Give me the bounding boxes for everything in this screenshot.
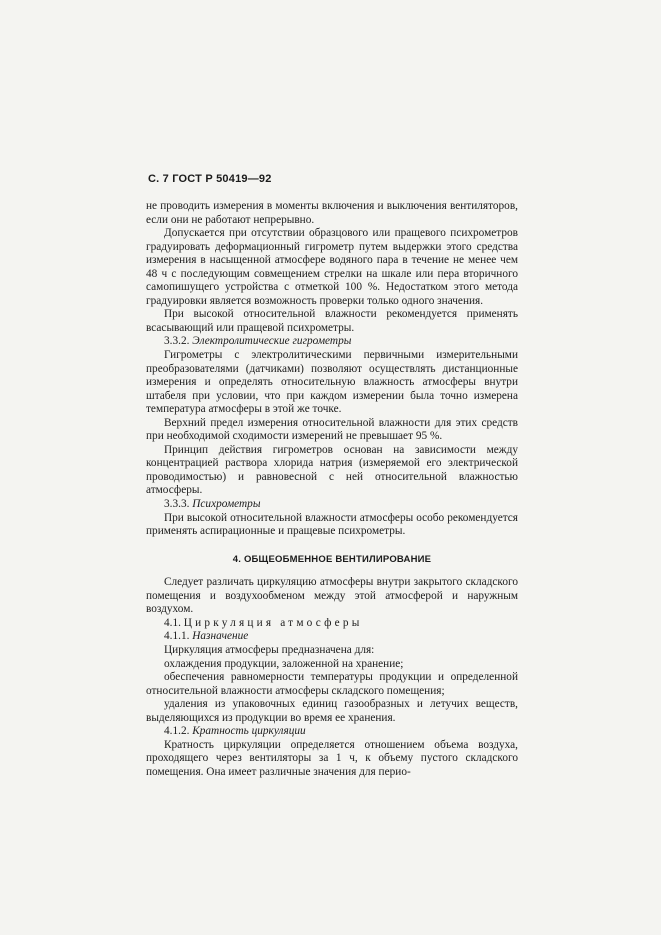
subsection-title: Циркуляция атмосферы: [183, 616, 363, 629]
subsection-heading-4-1: [146, 617, 518, 631]
subsection-heading-3-3-2: [146, 335, 518, 349]
subsection-heading-3-3-3: [146, 498, 518, 512]
paragraph: Верхний предел измерения относительной влажности для этих средств при необходимой сходимости измерений не превышает 95 %.: [146, 416, 518, 443]
paragraph: Кратность циркуляции определяется отношением объема воздуха, проходящего через вентиляторы за 1 ч, к объему пустого складского помещения. Она имеет различные значения для перио-: [146, 738, 518, 778]
page-header: С. 7 ГОСТ Р 50419—92: [148, 173, 272, 185]
subsection-title: Электролитические гигрометры: [192, 335, 352, 348]
subsection-number: 3.3.2.: [164, 335, 190, 348]
paragraph: охлаждения продукции, заложенной на хранение;: [164, 657, 404, 670]
subsection-number: 4.1.2.: [164, 725, 190, 738]
paragraph: При высокой относительной влажности рекомендуется применять всасывающий или пращевой психрометры.: [146, 308, 518, 334]
paragraph: Циркуляция атмосферы предназначена для:: [164, 643, 375, 656]
page-body: [146, 200, 518, 779]
paragraph: удаления из упаковочных единиц газообразных и летучих веществ, выделяющихся из продукции во время ее хранения.: [146, 698, 518, 724]
subsection-number: 4.1.: [164, 616, 181, 629]
subsection-heading-4-1-1: [146, 630, 518, 644]
paragraph: При высокой относительной влажности атмосферы особо рекомендуется применять аспирационные и пращевые психрометры.: [146, 511, 518, 538]
paragraph: Принцип действия гигрометров основан на зависимости между концентрацией раствора хлорида натрия (измеряемой его электрической проводимостью) и равновесной с ней относительной влажностью атмосферы.: [146, 443, 518, 497]
section-title: 4. ОБЩЕОБМЕННОЕ ВЕНТИЛИРОВАНИЕ: [232, 553, 432, 565]
subsection-title: Психрометры: [192, 498, 261, 511]
subsection-number: 4.1.1.: [164, 630, 190, 643]
paragraph: не проводить измерения в моменты включения и выключения вентиляторов, если они не работают непрерывно.: [146, 200, 518, 226]
subsection-number: 3.3.3.: [164, 498, 190, 511]
paragraph: Гигрометры с электролитическими первичными измерительными преобразователями (датчиками) позволяют осуществлять дистанционные измерения и определять относительную влажность атмосферы внутри штабеля при условии, что при каждом измерении была точно измерена температура атмосферы в этой же точке.: [146, 349, 518, 416]
paragraph: Следует различать циркуляцию атмосферы внутри закрытого складского помещения и воздухообменом между этой атмосферой и наружным воздухом.: [146, 576, 518, 616]
subsection-heading-4-1-2: [146, 725, 518, 739]
subsection-title: Назначение: [192, 630, 249, 643]
subsection-title: Кратность циркуляции: [192, 725, 306, 738]
paragraph: Допускается при отсутствии образцового или пращевого психрометров градуировать деформационный гигрометр путем выдержки этого средства измерения в насыщенной атмосфере водяного пара в течение не менее чем 48 ч с последующим совмещением стрелки на шкале или пера вторичного самопишущего устройства с отметкой 100 %. Недостатком этого метода градуировки является возможность проверки только одного значения.: [146, 227, 518, 307]
paragraph: обеспечения равномерности температуры продукции и определенной относительной влажности атмосферы складского помещения;: [146, 671, 518, 697]
